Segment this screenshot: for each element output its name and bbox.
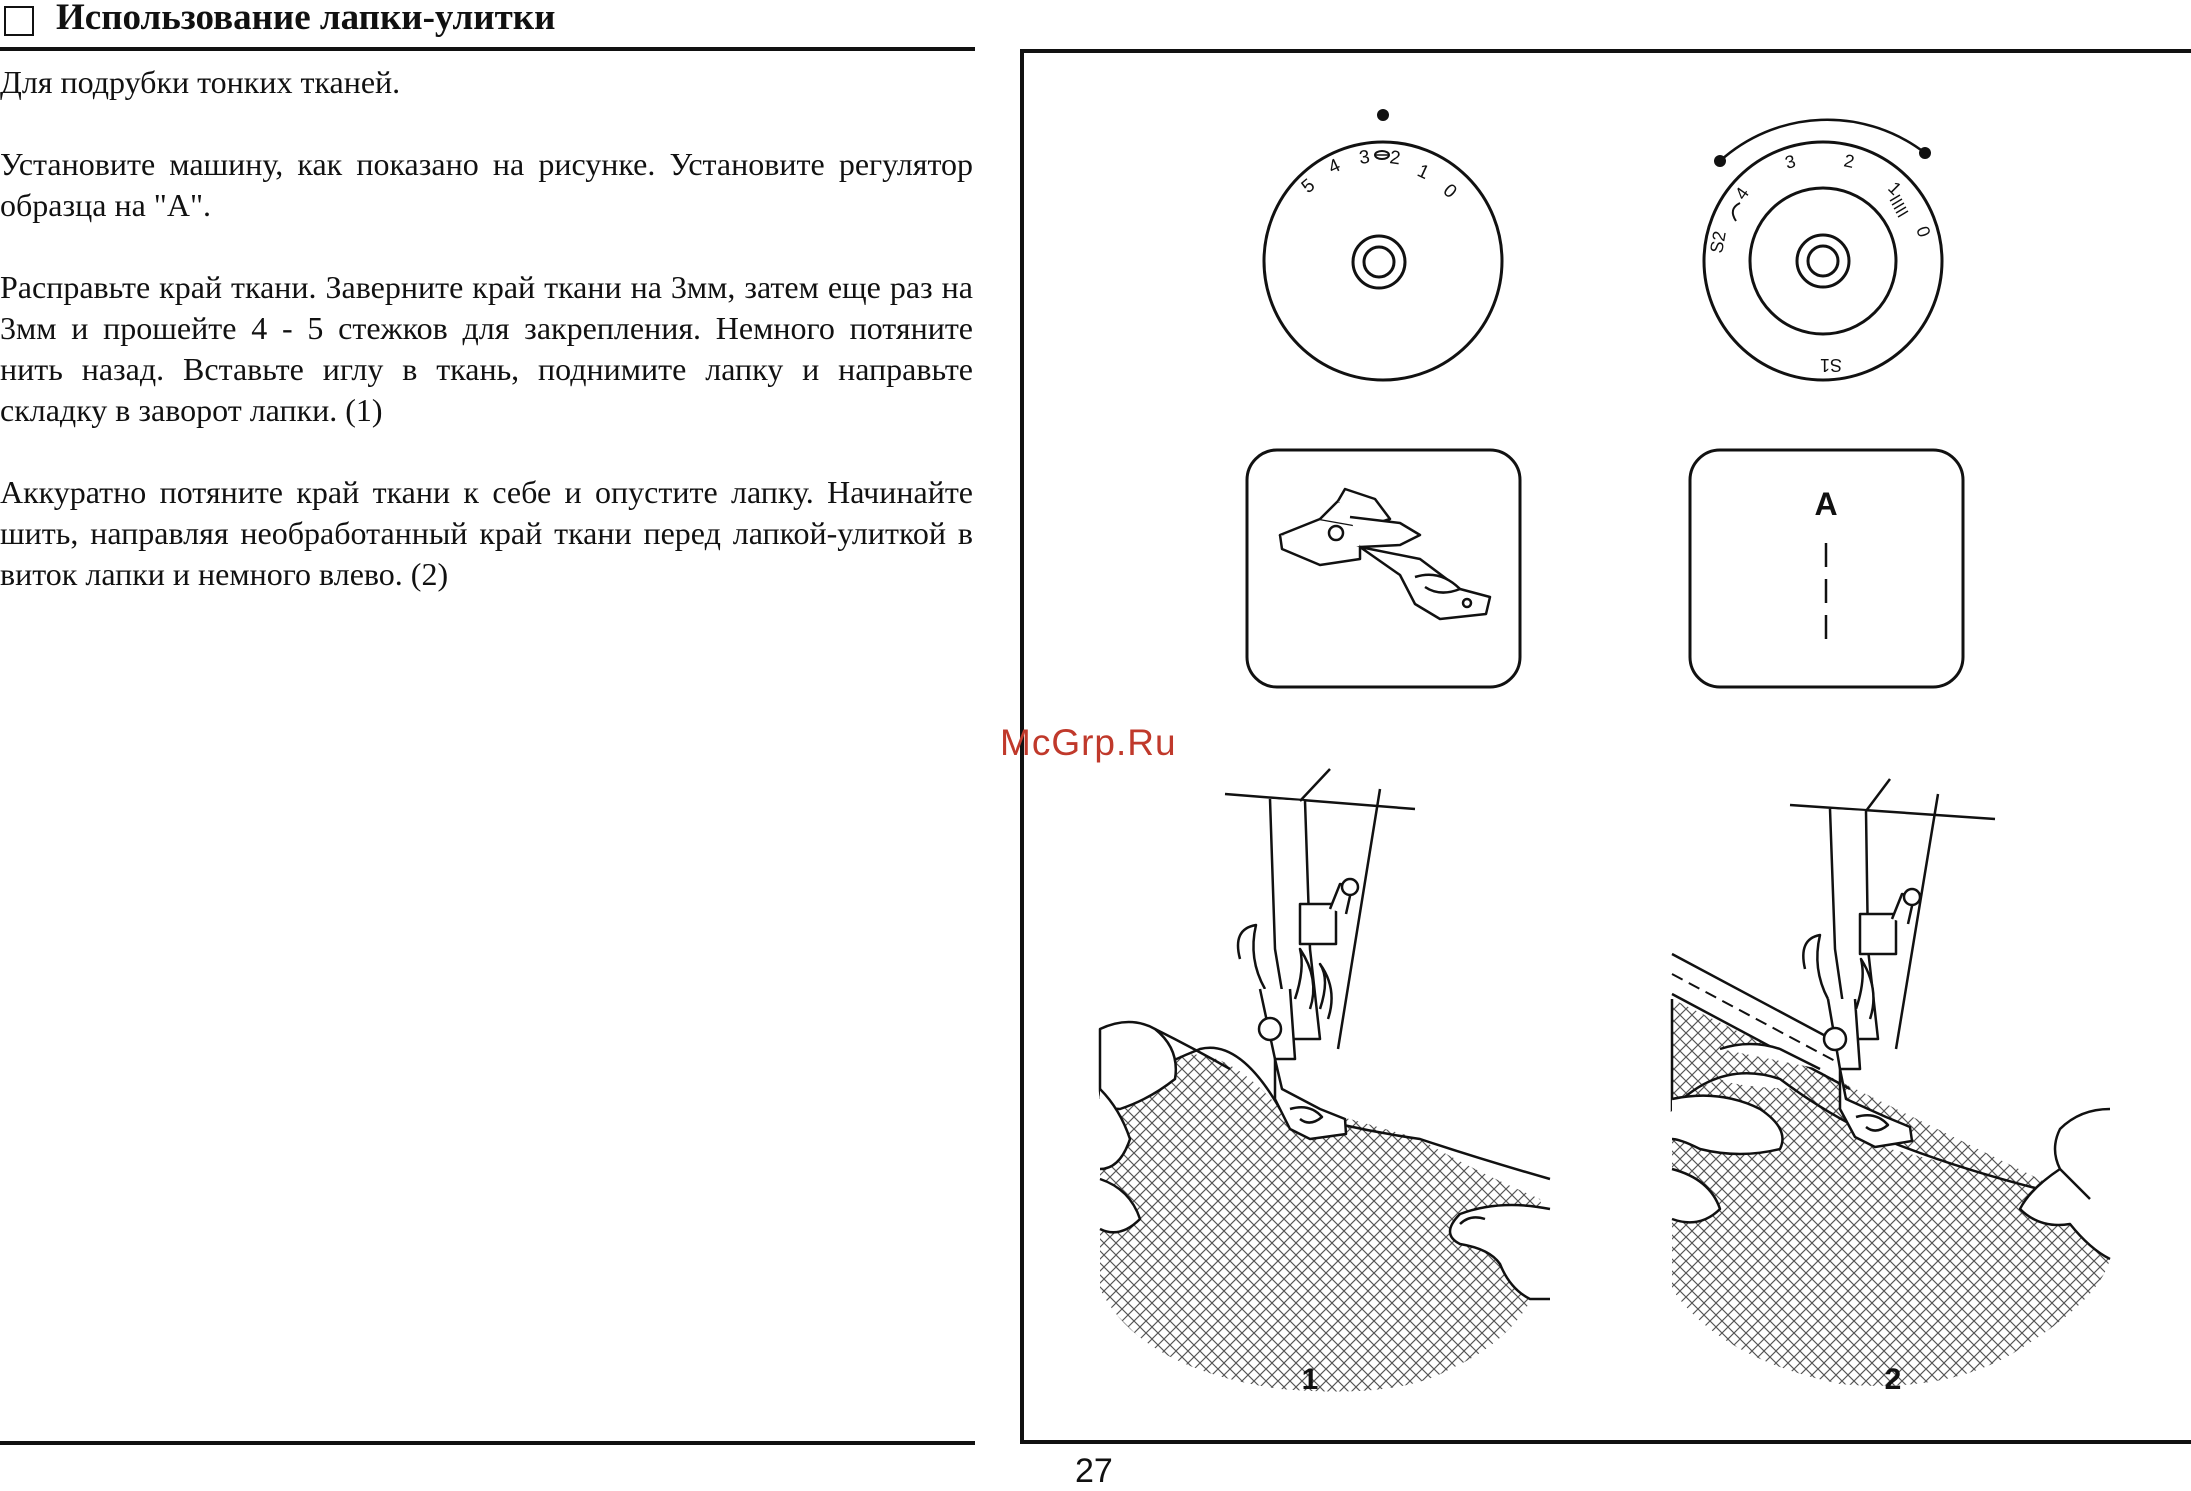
dial-tick: 3	[1782, 150, 1798, 173]
illustration	[1020, 49, 2191, 1444]
paragraph-setup: Установите машину, как показано на рисунке. Установите регулятор образца на "А".	[0, 146, 973, 223]
page-number: 27	[1075, 1452, 1113, 1490]
section-checkbox	[4, 6, 34, 36]
pattern-box	[1690, 450, 1963, 687]
watermark: McGrp.Ru	[1000, 722, 1177, 763]
dial-marker-dot	[1377, 109, 1389, 121]
dial-tick: S2	[1706, 229, 1730, 255]
dial-tick: 0	[1438, 180, 1461, 203]
dial-tick: 1	[1413, 160, 1433, 185]
dial-tick: 4	[1730, 183, 1754, 204]
dial-tick: 0	[1912, 223, 1935, 240]
presser-foot-box	[1247, 450, 1520, 687]
dial-tick: 2	[1388, 147, 1402, 170]
header-rule	[0, 47, 975, 51]
page-title: Использование лапки-улитки	[56, 0, 556, 38]
stitch-length-dial	[1264, 109, 1502, 380]
instruction-text	[0, 62, 973, 636]
stitch-width-dial	[1704, 120, 1942, 380]
dial-tick: 1	[1884, 177, 1906, 199]
figure-caption-1: 1	[1301, 1363, 1319, 1396]
paragraph-intro: Для подрубки тонких тканей.	[0, 64, 401, 100]
dial-tick: 3	[1357, 146, 1372, 169]
dial-tick: 2	[1842, 150, 1857, 172]
dial-tick: 5	[1297, 174, 1320, 198]
sewing-illustration-2	[1672, 779, 2110, 1396]
paragraph-sew: Аккуратно потяните край ткани к себе и опустите лапку. Начинайте шить, направляя необработанный край ткани перед лапкой-улиткой в виток лапки и немного влево. (2)	[0, 474, 973, 592]
pattern-letter: A	[1814, 486, 1838, 522]
dial-tick: S1	[1819, 355, 1842, 375]
dial-tick: 4	[1325, 155, 1344, 179]
footer-rule	[0, 1441, 975, 1445]
sewing-illustration-1	[1100, 769, 1550, 1396]
paragraph-fold: Расправьте край ткани. Заверните край ткани на 3мм, затем еще раз на 3мм и прошейте 4 - 5 стежков для закрепления. Немного потяните нить назад. Вставьте иглу в ткань, поднимите лапку и направьте складку в заворот лапки. (1)	[0, 269, 973, 428]
figure-caption-2: 2	[1884, 1363, 1902, 1396]
